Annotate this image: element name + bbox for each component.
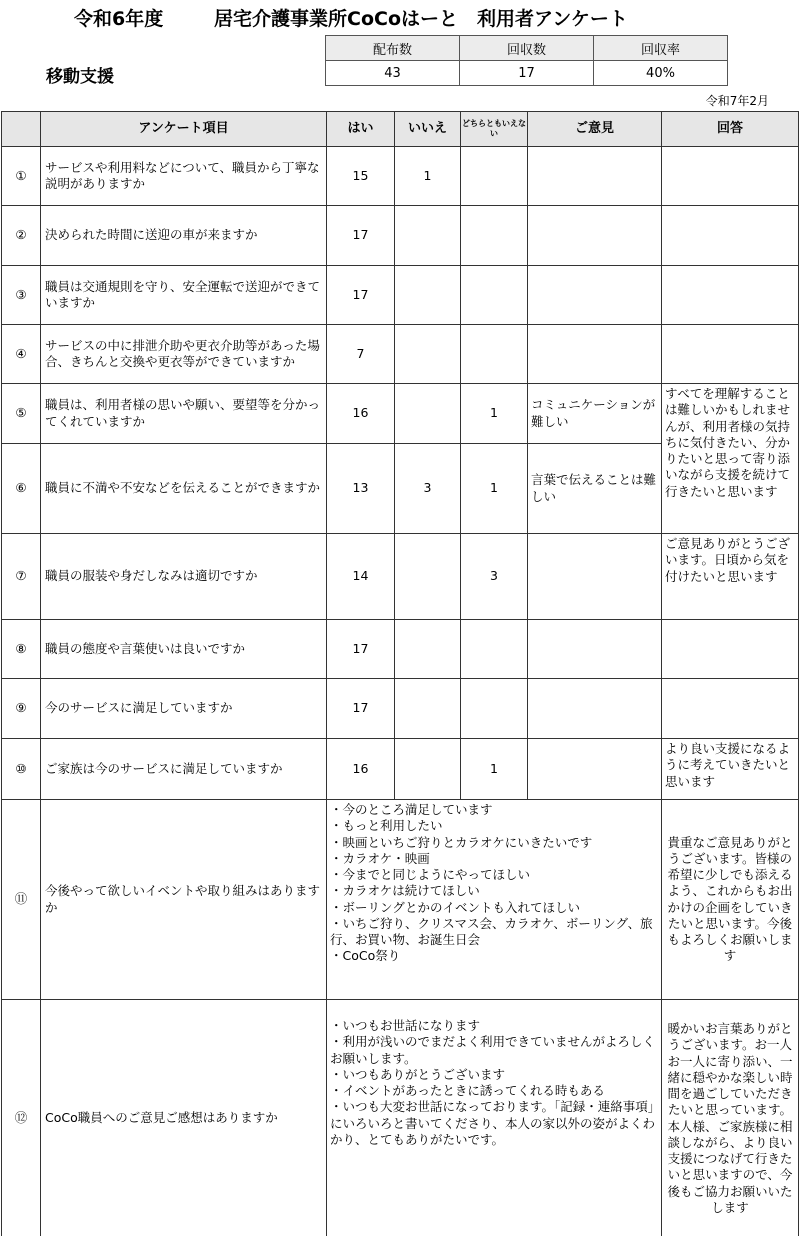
service-name: 移動支援 bbox=[46, 67, 114, 87]
table-header-row bbox=[2, 112, 799, 147]
table-row bbox=[2, 739, 799, 800]
opinion-cell bbox=[528, 147, 662, 206]
list-item: ・いちご狩り、クリスマス会、カラオケ、ボーリング、旅行、お買い物、お誕生日会 bbox=[330, 915, 653, 947]
list-item: ・ボーリングとかのイベントも入れてほしい bbox=[330, 899, 581, 915]
neither-count: 1 bbox=[461, 384, 528, 444]
opinion-cell bbox=[528, 325, 662, 384]
no-count bbox=[395, 679, 461, 739]
list-item: ・いつも大変お世話になっております。「記録・連絡事項」にいろいろと書いてくださり、本人の家以外の姿がよくわかり、とてもありがたいです。 bbox=[330, 1099, 656, 1147]
table-row bbox=[2, 620, 799, 679]
yes-count: 16 bbox=[327, 739, 395, 800]
question-text: 今のサービスに満足していますか bbox=[41, 679, 327, 739]
list-item: ・利用が浅いのでまだよく利用できていませんがよろしくお願いします。 bbox=[330, 1034, 656, 1066]
no-count: 1 bbox=[395, 147, 461, 206]
reply-cell bbox=[662, 147, 799, 206]
question-text: 職員の態度や言葉使いは良いですか bbox=[41, 620, 327, 679]
fiscal-year: 令和6年度 bbox=[74, 8, 164, 30]
no-count bbox=[395, 266, 461, 325]
no-count: 3 bbox=[395, 444, 461, 534]
yes-count: 13 bbox=[327, 444, 395, 534]
list-item: ・いつもお世話になります bbox=[330, 1018, 481, 1033]
neither-count bbox=[461, 679, 528, 739]
opinion-cell bbox=[528, 679, 662, 739]
row-number: ④ bbox=[2, 325, 41, 384]
reply-cell bbox=[662, 325, 799, 384]
yes-count: 14 bbox=[327, 534, 395, 620]
table-row bbox=[2, 147, 799, 206]
reply-cell: ご意見ありがとうございます。日頃から気を付けたいと思います bbox=[662, 534, 799, 620]
header-neither: どちらともいえない bbox=[461, 112, 528, 147]
document-title bbox=[0, 4, 800, 32]
question-text: CoCo職員へのご意見ご感想はありますか bbox=[41, 1000, 327, 1236]
question-text: 職員に不満や不安などを伝えることができますか bbox=[41, 444, 327, 534]
no-count bbox=[395, 325, 461, 384]
no-count bbox=[395, 206, 461, 266]
survey-title: 居宅介護事業所CoCoはーと 利用者アンケート bbox=[214, 8, 628, 30]
opinion-cell: コミュニケーションが難しい bbox=[528, 384, 662, 444]
opinion-cell bbox=[528, 266, 662, 325]
neither-count: 3 bbox=[461, 534, 528, 620]
reply-cell: すべてを理解することは難しいかもしれませんが、利用者様の気持ちに気付きたい、分かりたいと思って寄り添いながら支援を続けて行きたいと思います bbox=[662, 384, 799, 534]
neither-count bbox=[461, 147, 528, 206]
row-number: ⑩ bbox=[2, 739, 41, 800]
collected-label: 回収数 bbox=[460, 36, 594, 61]
distributed-label: 配布数 bbox=[326, 36, 460, 61]
reply-cell bbox=[662, 679, 799, 739]
table-row bbox=[2, 384, 799, 444]
question-text: サービスの中に排泄介助や更衣介助等があった場合、きちんと交換や更衣等ができていますか bbox=[41, 325, 327, 384]
question-text: 職員の服装や身だしなみは適切ですか bbox=[41, 534, 327, 620]
neither-count bbox=[461, 266, 528, 325]
question-text: ご家族は今のサービスに満足していますか bbox=[41, 739, 327, 800]
table-row bbox=[2, 325, 799, 384]
collection-rate-value: 40% bbox=[594, 61, 728, 86]
reply-cell bbox=[662, 266, 799, 325]
reply-cell bbox=[662, 206, 799, 266]
opinion-cell bbox=[528, 206, 662, 266]
row-number: ② bbox=[2, 206, 41, 266]
row-number: ⑥ bbox=[2, 444, 41, 534]
collection-rate-label: 回収率 bbox=[594, 36, 728, 61]
list-item: ・カラオケは続けてほしい bbox=[330, 883, 480, 899]
table-row bbox=[2, 534, 799, 620]
reply-cell: 貴重なご意見ありがとうございます。皆様の希望に少しでも添えるよう、これからもお出かけの企画をしていきたいと思います。今後もよろしくお願いします bbox=[662, 800, 799, 1000]
neither-count: 1 bbox=[461, 739, 528, 800]
list-item: ・カラオケ・映画 bbox=[330, 850, 430, 866]
row-number: ⑤ bbox=[2, 384, 41, 444]
question-text: 職員は、利用者様の思いや願い、要望等を分かってくれていますか bbox=[41, 384, 327, 444]
question-text: サービスや利用料などについて、職員から丁寧な説明がありますか bbox=[41, 147, 327, 206]
neither-count bbox=[461, 206, 528, 266]
header-opinion: ご意見 bbox=[528, 112, 662, 147]
question-text: 決められた時間に送迎の車が来ますか bbox=[41, 206, 327, 266]
distributed-value: 43 bbox=[326, 61, 460, 86]
survey-date: 令和7年2月 bbox=[705, 94, 769, 108]
reply-cell bbox=[662, 620, 799, 679]
neither-count: 1 bbox=[461, 444, 528, 534]
list-item: ・もっと利用したい bbox=[330, 818, 443, 834]
header-item: アンケート項目 bbox=[41, 112, 327, 147]
collected-value: 17 bbox=[460, 61, 594, 86]
opinion-cell bbox=[528, 534, 662, 620]
free-comments-cell bbox=[327, 1000, 662, 1236]
header-no: いいえ bbox=[395, 112, 461, 147]
row-number: ⑦ bbox=[2, 534, 41, 620]
reply-cell: より良い支援になるように考えていきたいと思います bbox=[662, 739, 799, 800]
neither-count bbox=[461, 325, 528, 384]
table-row bbox=[2, 800, 799, 1000]
row-number: ⑧ bbox=[2, 620, 41, 679]
question-text: 職員は交通規則を守り、安全運転で送迎ができていますか bbox=[41, 266, 327, 325]
row-number: ⑪ bbox=[2, 800, 41, 1000]
list-item: ・CoCo祭り bbox=[330, 948, 401, 964]
survey-table bbox=[1, 111, 799, 1236]
row-number: ⑨ bbox=[2, 679, 41, 739]
list-item: ・今のところ満足しています bbox=[330, 802, 493, 817]
no-count bbox=[395, 739, 461, 800]
list-item: ・映画といちご狩りとカラオケにいきたいです bbox=[330, 834, 593, 850]
yes-count: 17 bbox=[327, 620, 395, 679]
reply-cell: 暖かいお言葉ありがとうございます。お一人お一人に寄り添い、一緒に穏やかな楽しい時間を過ごしていただきたいと思っています。本人様、ご家族様に相談しながら、より良い支援につなげて行きたいと思いますので、今後もご協力お願いいたします bbox=[662, 1000, 799, 1236]
table-row bbox=[2, 1000, 799, 1236]
yes-count: 7 bbox=[327, 325, 395, 384]
yes-count: 17 bbox=[327, 679, 395, 739]
row-number: ⑫ bbox=[2, 1000, 41, 1236]
row-number: ③ bbox=[2, 266, 41, 325]
opinion-cell: 言葉で伝えることは難しい bbox=[528, 444, 662, 534]
header-yes: はい bbox=[327, 112, 395, 147]
row-number: ① bbox=[2, 147, 41, 206]
no-count bbox=[395, 384, 461, 444]
no-count bbox=[395, 534, 461, 620]
yes-count: 15 bbox=[327, 147, 395, 206]
table-row bbox=[2, 266, 799, 325]
neither-count bbox=[461, 620, 528, 679]
header-reply: 回答 bbox=[662, 112, 799, 147]
yes-count: 17 bbox=[327, 206, 395, 266]
header-number bbox=[2, 112, 41, 147]
question-text: 今後やって欲しいイベントや取り組みはありますか bbox=[41, 800, 327, 1000]
table-row bbox=[2, 679, 799, 739]
yes-count: 17 bbox=[327, 266, 395, 325]
no-count bbox=[395, 620, 461, 679]
list-item: ・イベントがあったときに誘ってくれる時もある bbox=[330, 1083, 605, 1098]
table-row bbox=[2, 206, 799, 266]
opinion-cell bbox=[528, 620, 662, 679]
yes-count: 16 bbox=[327, 384, 395, 444]
list-item: ・いつもありがとうございます bbox=[330, 1066, 506, 1082]
distribution-stats-table bbox=[325, 35, 728, 86]
opinion-cell bbox=[528, 739, 662, 800]
list-item: ・今までと同じようにやってほしい bbox=[330, 867, 531, 882]
free-comments-cell bbox=[327, 800, 662, 1000]
